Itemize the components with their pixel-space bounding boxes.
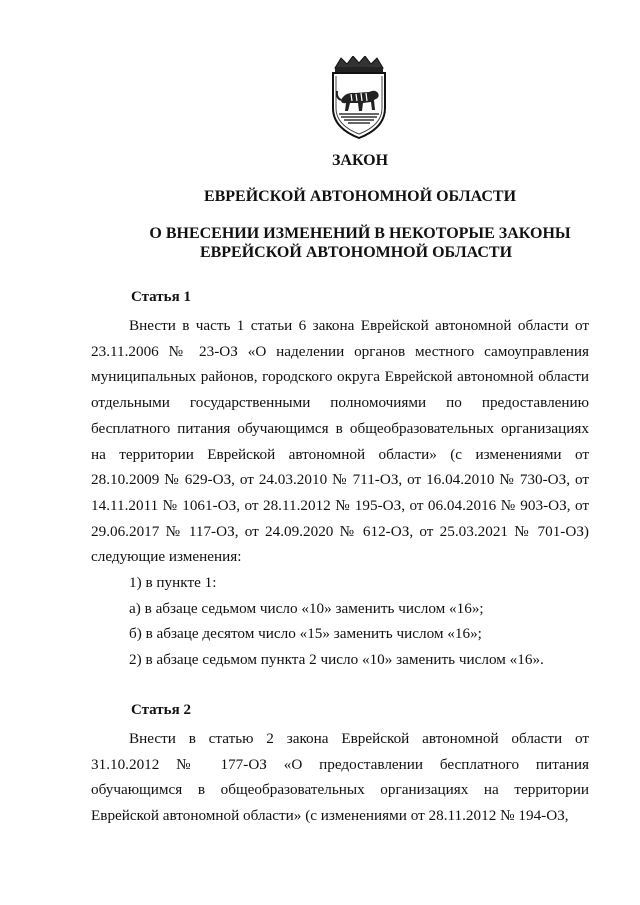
article-1-item: а) в абзаце седьмом число «10» заменить числом «16»; <box>129 600 484 617</box>
article-1-intro: Внести в часть 1 статьи 6 закона Еврейской автономной области от 23.11.2006 № 23-ОЗ «О наделении органов местного самоуправления муниципальных районов, городского округа Еврейской автономной области отдельными государственными полномочиями по предоставлению бесплатного питания обучающимся в общеобразовательных организациях на территории Еврейской автономной области» (с изменениями от 28.10.2009 № 629-ОЗ, от 24.03.2010 № 711-ОЗ, от 16.04.2010 № 730-ОЗ, от 14.11.2011 № 1061-ОЗ, от 28.11.2012 № 195-ОЗ, от 06.04.2016 № 903-ОЗ, от 29.06.2017 № 117-ОЗ, от 24.09.2020 № 612-ОЗ, от 25.03.2021 № 701-ОЗ) следующие изменения: <box>91 317 589 566</box>
article-1-item: 1) в пункте 1: <box>129 574 217 591</box>
document-subject-line-1: О ВНЕСЕНИИ ИЗМЕНЕНИЙ В НЕКОТОРЫЕ ЗАКОНЫ <box>149 225 571 242</box>
document-title: ЗАКОН <box>331 152 389 169</box>
article-1-item: б) в абзаце десятом число «15» заменить числом «16»; <box>129 625 482 642</box>
article-1-item: 2) в абзаце седьмом пункта 2 число «10» заменить числом «16». <box>129 651 544 668</box>
coat-of-arms-tiger-icon <box>323 56 395 140</box>
article-2-intro: Внести в статью 2 закона Еврейской автономной области от 31.10.2012 № 177-ОЗ «О предоставлении бесплатного питания обучающимся в общеобразовательных организациях на территории Еврейской автономной области» (с изменениями от 28.11.2012 № 194-ОЗ, <box>91 730 589 825</box>
document-subject-line-2: ЕВРЕЙСКОЙ АВТОНОМНОЙ ОБЛАСТИ <box>199 244 513 261</box>
article-2-title: Статья 2 <box>131 702 191 718</box>
article-1-title: Статья 1 <box>131 289 191 305</box>
document-region: ЕВРЕЙСКОЙ АВТОНОМНОЙ ОБЛАСТИ <box>203 188 517 205</box>
